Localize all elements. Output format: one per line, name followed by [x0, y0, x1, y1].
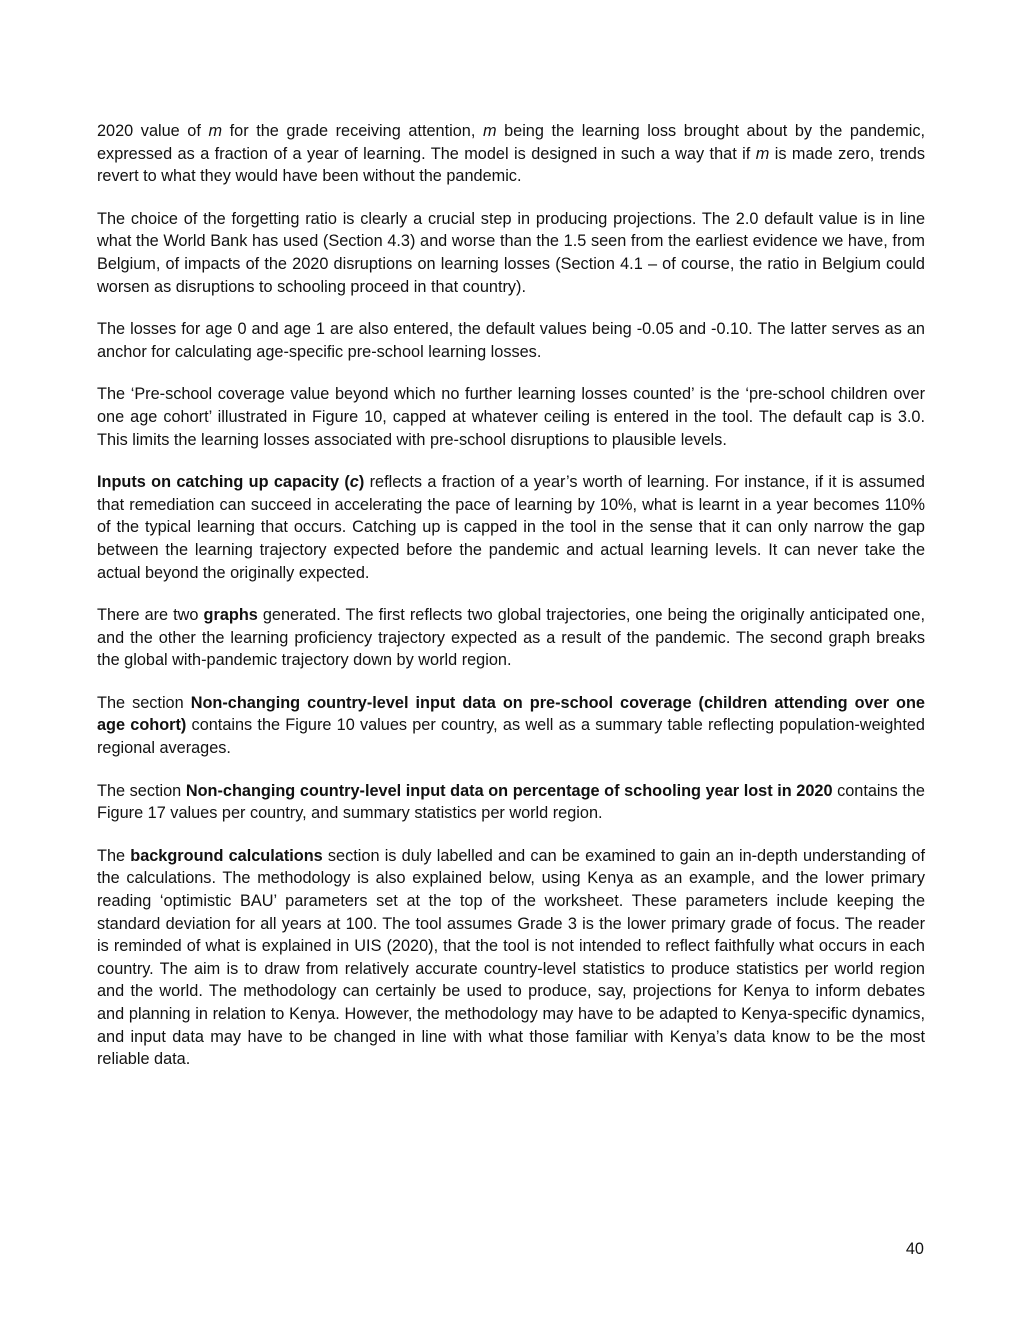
- page-number: 40: [905, 1240, 924, 1258]
- text-run: The choice of the forgetting ratio is clearly a crucial step in producing projections. The 2.0 default value is in line what the World Bank has used (Section 4.3) and worse than the 1.5 seen from the earliest evidence we have, from Belgium, of impacts of the 2020 disruptions on learning losses (Section 4.1 – of course, the ratio in Belgium could worsen as disruptions to schooling proceed in that country).: [97, 209, 925, 296]
- text-run: generated. The first reflects two global trajectories, one being the originally anticipated one, and the other the learning proficiency trajectory expected as a result of the pandemic. The second graph breaks the global with-pandemic trajectory down by world region.: [97, 606, 925, 670]
- text-run: 2020 value of: [97, 122, 209, 140]
- document-body: [97, 120, 925, 1091]
- paragraph-catching-up: [97, 471, 925, 584]
- text-run: There are two: [97, 606, 204, 625]
- text-run: contains the Figure 10 values per country, as well as a summary table reflecting population-weighted regional averages.: [97, 716, 925, 758]
- text-run: ): [358, 473, 365, 492]
- text-run: section is duly labelled and can be examined to gain an in-depth understanding of the calculations. The methodology is also explained below, using Kenya as an example, and the lower primary reading ‘optimistic BAU’ parameters set at the top of the worksheet. These parameters include keeping the standard deviation for all years at 100. The tool assumes Grade 3 is the lower primary grade of focus. The reader is reminded of what is explained in UIS (2020), that the tool is not intended to reflect faithfully what occurs in each country. The aim is to draw from relatively accurate country-level statistics to produce statistics per world region and the world. The methodology can certainly be used to produce, say, projections for Kenya to inform debates and planning in relation to Kenya. However, the methodology may have to be adapted to Kenya-specific dynamics, and input data may have to be changed in line with what those familiar with Kenya’s data know to be the most reliable data.: [97, 846, 925, 1069]
- paragraph-age-losses: [97, 318, 925, 363]
- text-run: c: [349, 473, 359, 492]
- text-run: contains the Figure 17 values per country, and summary statistics per world region.: [97, 781, 925, 823]
- text-run: Non-changing country-level input data on pre-school coverage (children attending over one age cohort): [97, 693, 925, 735]
- text-run: m: [208, 122, 223, 140]
- text-run: graphs: [203, 606, 258, 625]
- paragraph-forgetting-ratio: [97, 208, 925, 298]
- text-run: The section: [97, 693, 191, 712]
- text-run: m: [755, 144, 770, 163]
- text-run: is made zero, trends revert to what they would have been without the pandemic.: [97, 144, 925, 186]
- text-run: The: [97, 846, 131, 865]
- text-run: Inputs on catching up capacity (: [97, 473, 350, 492]
- paragraph-schooling-year-lost-section: [97, 780, 925, 825]
- paragraph-preschool-cap: [97, 383, 925, 451]
- text-run: reflects a fraction of a year’s worth of learning. For instance, if it is assumed that remediation can succeed in accelerating the pace of learning by 10%, what is learnt in a year becomes 110% of the typical learning that occurs. Catching up is capped in the tool in the sense that it can only narrow the gap between the learning trajectory expected before the pandemic and actual learning levels. It can never take the actual beyond the originally expected.: [97, 473, 925, 582]
- paragraph-background-calculations: [97, 845, 925, 1071]
- text-run: The losses for age 0 and age 1 are also entered, the default values being -0.05 and -0.10. The latter serves as an anchor for calculating age-specific pre-school learning losses.: [97, 320, 925, 361]
- paragraph-graphs: [97, 604, 925, 672]
- text-run: m: [482, 122, 497, 140]
- text-run: The section: [97, 781, 186, 800]
- text-run: Non-changing country-level input data on percentage of schooling year lost in 2020: [185, 781, 833, 800]
- paragraph-preschool-coverage-section: [97, 692, 925, 760]
- text-run: for the grade receiving attention,: [222, 122, 483, 140]
- text-run: background calculations: [130, 846, 323, 865]
- text-run: The ‘Pre-school coverage value beyond which no further learning losses counted’ is the ‘pre-school children over one age cohort’ illustrated in Figure 10, capped at whatever ceiling is entered in the tool. The default cap is 3.0. This limits the learning losses associated with pre-school disruptions to plausible levels.: [97, 385, 925, 449]
- text-run: being the learning loss brought about by the pandemic, expressed as a fraction of a year of learning. The model is designed in such a way that if: [97, 122, 925, 163]
- paragraph-forgetting-m: [97, 120, 925, 188]
